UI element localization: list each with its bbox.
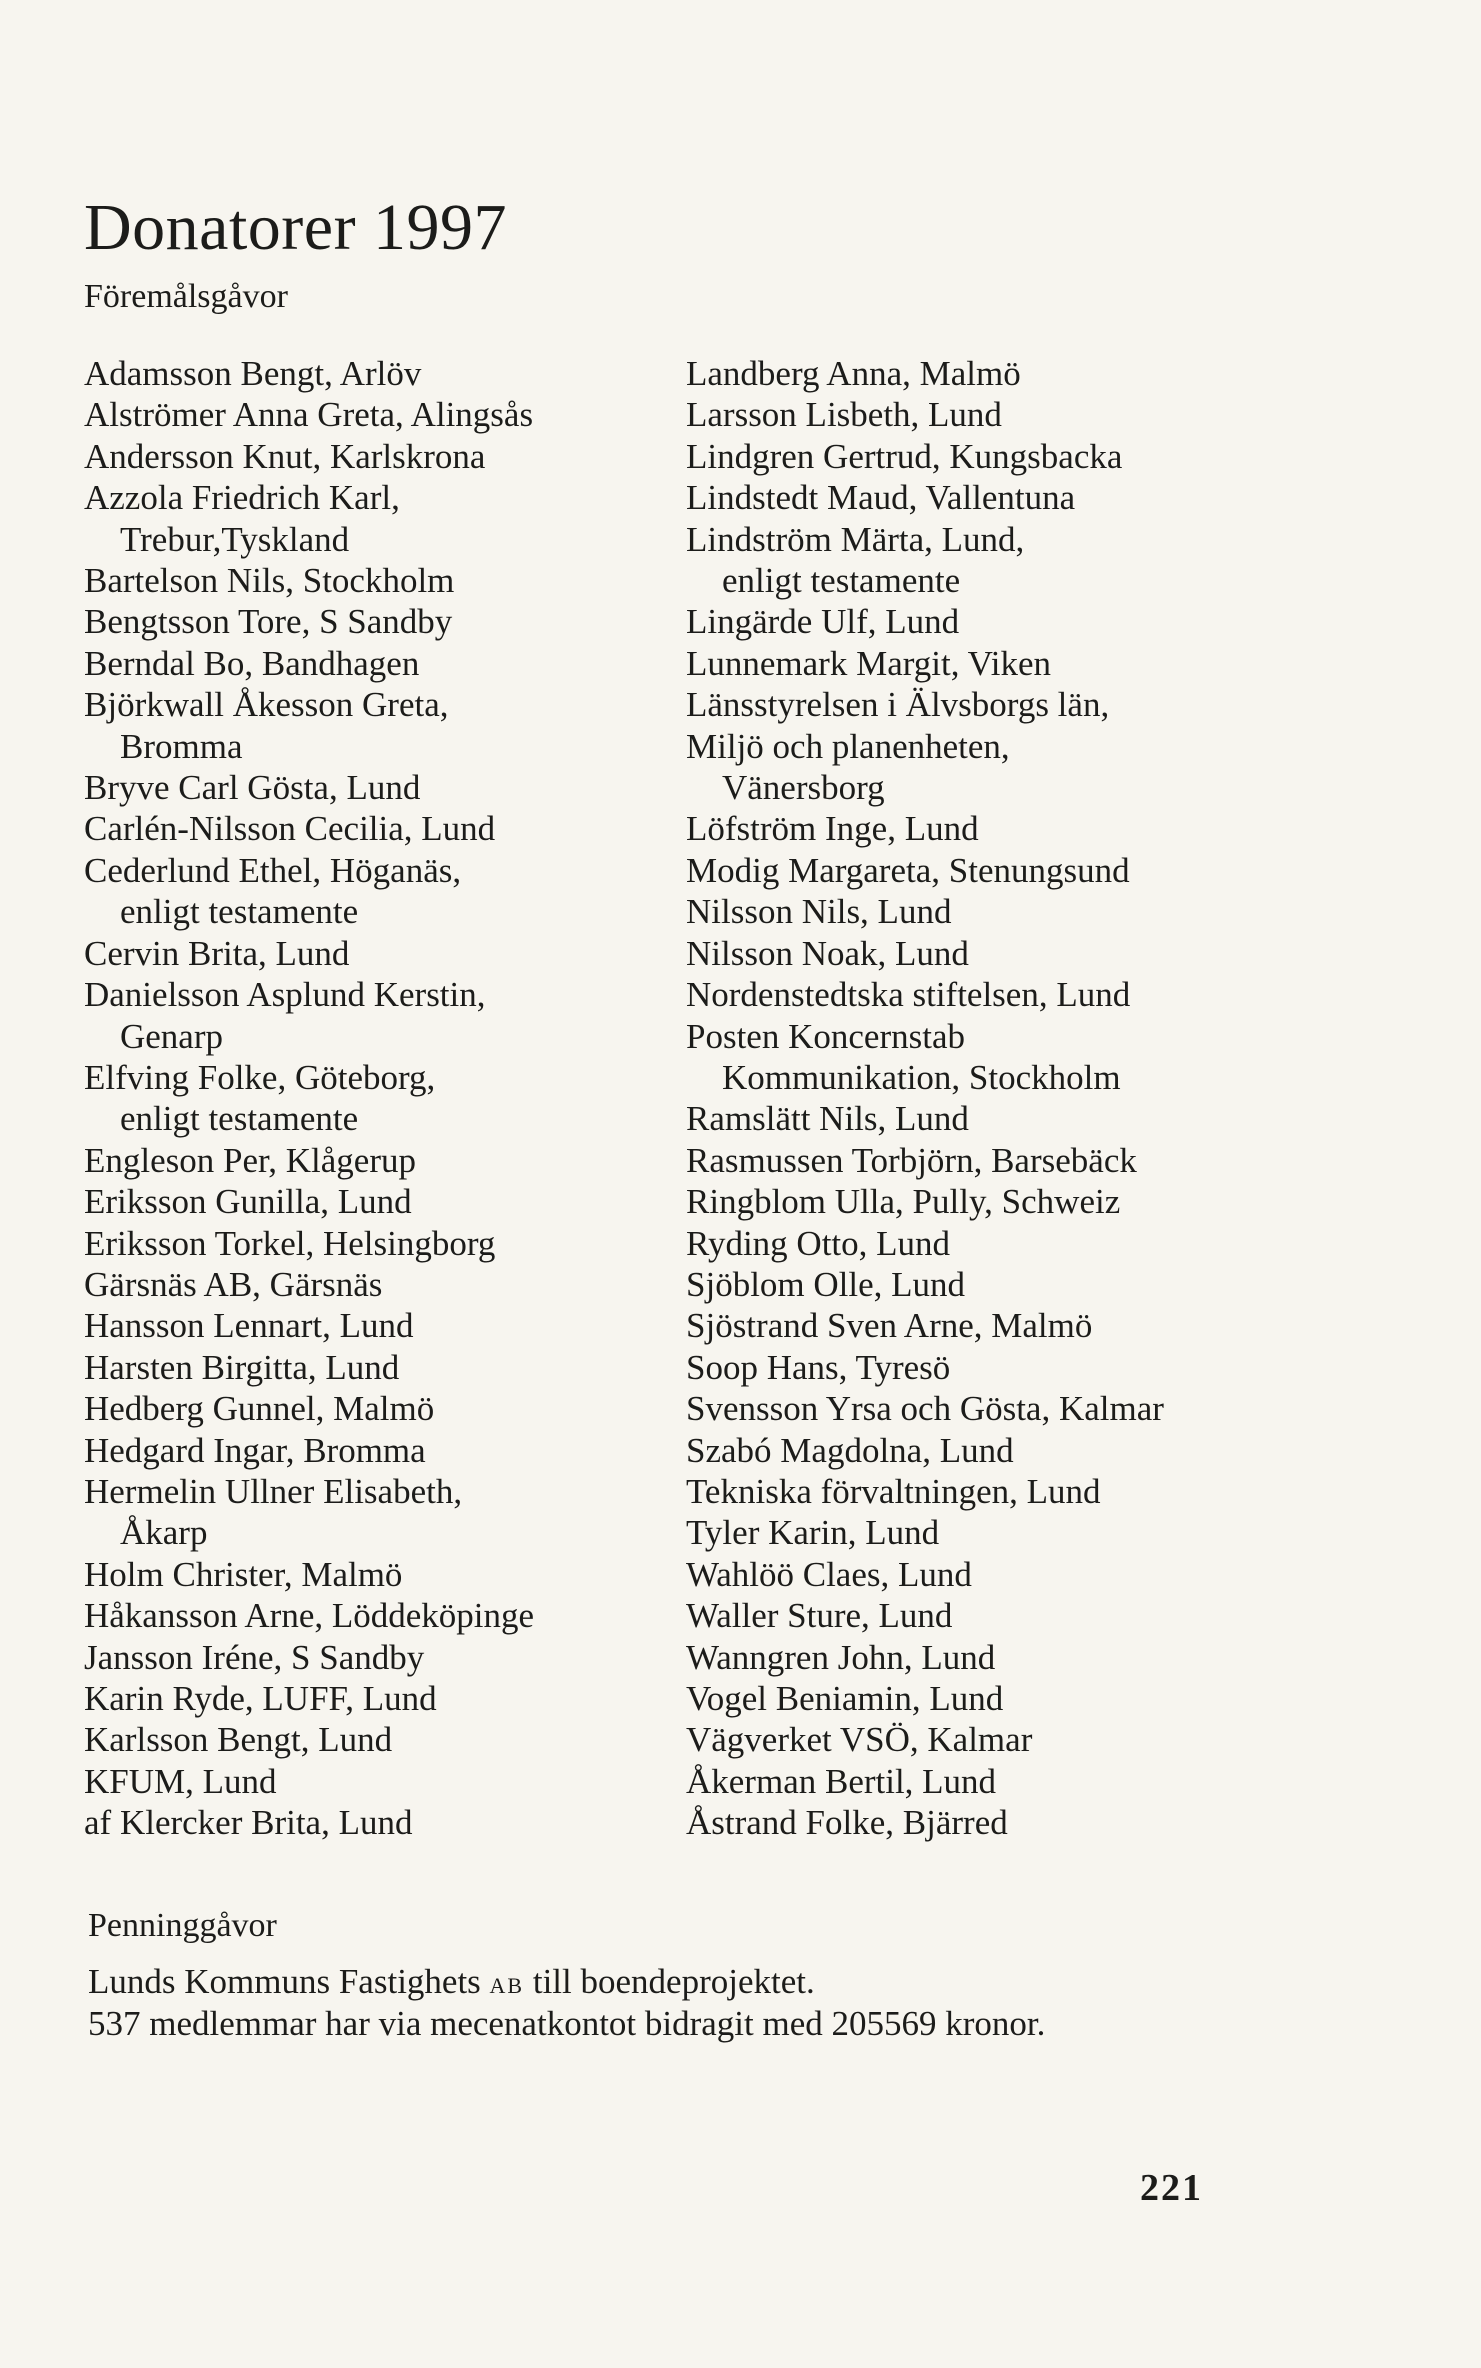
- donor-entry: Miljö och planenheten,: [686, 726, 1010, 766]
- section-subtitle: Föremålsgåvor: [84, 278, 288, 315]
- donor-entry: Karin Ryde, LUFF, Lund: [84, 1679, 437, 1718]
- donor-entry: Wanngren John, Lund: [686, 1637, 996, 1677]
- donor-list-right: [686, 353, 1326, 1844]
- money-gift-line-1-ab: AB: [489, 1973, 525, 1998]
- donor-entry: Åstrand Folke, Bjärred: [686, 1803, 1008, 1843]
- donor-entry: Bengtsson Tore, S Sandby: [84, 602, 453, 642]
- donor-entry: Tekniska förvaltningen, Lund: [686, 1471, 1101, 1511]
- money-gift-line-1-start: Lunds Kommuns Fastighets: [88, 1962, 490, 2001]
- donor-entry: enligt testamente: [120, 1099, 359, 1139]
- donor-entry: Cervin Brita, Lund: [84, 933, 350, 973]
- donor-entry: Lindgren Gertrud, Kungsbacka: [686, 436, 1123, 476]
- page-number: 221: [1140, 2167, 1203, 2209]
- donor-entry: Håkansson Arne, Löddeköpinge: [84, 1596, 535, 1636]
- donor-entry: Vogel Beniamin, Lund: [686, 1679, 1004, 1718]
- money-gift-line-1-end: till boendeprojektet.: [524, 1962, 815, 2001]
- donor-entry: Bromma: [120, 726, 243, 766]
- donor-entry: Svensson Yrsa och Gösta, Kalmar: [686, 1389, 1164, 1429]
- donor-entry: Carlén-Nilsson Cecilia, Lund: [84, 809, 496, 849]
- donor-entry: Andersson Knut, Karlskrona: [84, 436, 486, 476]
- donor-entry: Eriksson Torkel, Helsingborg: [84, 1223, 496, 1263]
- donor-entry: Waller Sture, Lund: [686, 1596, 953, 1636]
- donor-entry: Hermelin Ullner Elisabeth,: [84, 1471, 463, 1511]
- donor-entry: Björkwall Åkesson Greta,: [84, 685, 449, 725]
- page-title: Donatorer 1997: [84, 191, 508, 264]
- donor-entry: Modig Margareta, Stenungsund: [686, 850, 1130, 890]
- donor-entry: Soop Hans, Tyresö: [686, 1347, 951, 1387]
- donor-entry: af Klercker Brita, Lund: [84, 1803, 413, 1843]
- donor-entry: Sjöblom Olle, Lund: [686, 1264, 966, 1304]
- donor-list-left: [84, 353, 684, 1844]
- donor-entry: Wahlöö Claes, Lund: [686, 1554, 972, 1594]
- donor-entry: Alströmer Anna Greta, Alingsås: [84, 395, 534, 435]
- donor-entry: Hedgard Ingar, Bromma: [84, 1430, 426, 1470]
- donor-entry: Karlsson Bengt, Lund: [84, 1720, 393, 1760]
- donor-entry: Gärsnäs AB, Gärsnäs: [84, 1264, 383, 1304]
- donor-entry: Berndal Bo, Bandhagen: [84, 643, 420, 683]
- donor-entry: Larsson Lisbeth, Lund: [686, 395, 1002, 435]
- donor-entry: Länsstyrelsen i Älvsborgs län,: [686, 685, 1110, 725]
- donor-entry: Lingärde Ulf, Lund: [686, 602, 960, 642]
- donor-entry: Lindstedt Maud, Vallentuna: [686, 478, 1076, 518]
- donor-entry: Lunnemark Margit, Viken: [686, 643, 1052, 683]
- donor-entry: Ryding Otto, Lund: [686, 1223, 951, 1263]
- donor-entry: Åkarp: [120, 1513, 208, 1553]
- donor-entry: Tyler Karin, Lund: [686, 1513, 940, 1553]
- donor-entry: Åkerman Bertil, Lund: [686, 1761, 997, 1801]
- donor-entry: Cederlund Ethel, Höganäs,: [84, 850, 462, 890]
- donor-entry: Adamsson Bengt, Arlöv: [84, 354, 422, 393]
- donor-entry: Engleson Per, Klågerup: [84, 1140, 416, 1180]
- donor-entry: KFUM, Lund: [84, 1761, 277, 1801]
- donor-entry: Szabó Magdolna, Lund: [686, 1430, 1014, 1470]
- donor-entry: Harsten Birgitta, Lund: [84, 1347, 400, 1387]
- donor-entry: Jansson Iréne, S Sandby: [84, 1637, 425, 1677]
- donor-entry: Bryve Carl Gösta, Lund: [84, 768, 421, 808]
- donor-entry: Lindström Märta, Lund,: [686, 519, 1025, 559]
- donor-entry: Trebur,Tyskland: [120, 519, 350, 559]
- donor-entry: enligt testamente: [120, 892, 359, 932]
- donor-entry: Azzola Friedrich Karl,: [84, 478, 400, 518]
- donor-entry: Hedberg Gunnel, Malmö: [84, 1389, 435, 1429]
- donor-entry: Nordenstedtska stiftelsen, Lund: [686, 975, 1131, 1015]
- donor-entry: Bartelson Nils, Stockholm: [84, 561, 455, 601]
- donor-entry: Posten Koncernstab: [686, 1016, 965, 1056]
- donor-entry: enligt testamente: [722, 561, 961, 601]
- donor-entry: Ramslätt Nils, Lund: [686, 1099, 969, 1139]
- donor-entry: Eriksson Gunilla, Lund: [84, 1182, 412, 1222]
- donor-entry: Kommunikation, Stockholm: [722, 1057, 1121, 1097]
- donor-entry: Nilsson Nils, Lund: [686, 892, 952, 932]
- money-gift-line-2: 537 medlemmar har via mecenatkontot bidragit med 205569 kronor.: [88, 2004, 1046, 2043]
- donor-entry: Holm Christer, Malmö: [84, 1554, 403, 1594]
- donor-entry: Genarp: [120, 1016, 224, 1056]
- money-gifts-heading: Penninggåvor: [88, 1907, 277, 1944]
- donor-entry: Vänersborg: [722, 768, 885, 808]
- donor-entry: Rasmussen Torbjörn, Barsebäck: [686, 1140, 1137, 1180]
- donor-entry: Löfström Inge, Lund: [686, 809, 979, 849]
- donor-entry: Nilsson Noak, Lund: [686, 933, 969, 973]
- donor-entry: Ringblom Ulla, Pully, Schweiz: [686, 1182, 1121, 1222]
- money-gift-line-1: [88, 1961, 815, 2007]
- donor-entry: Elfving Folke, Göteborg,: [84, 1057, 436, 1097]
- donor-entry: Danielsson Asplund Kerstin,: [84, 975, 486, 1015]
- donor-entry: Vägverket VSÖ, Kalmar: [686, 1720, 1033, 1760]
- donor-entry: Landberg Anna, Malmö: [686, 354, 1021, 393]
- donor-entry: Hansson Lennart, Lund: [84, 1306, 414, 1346]
- donor-entry: Sjöstrand Sven Arne, Malmö: [686, 1306, 1093, 1346]
